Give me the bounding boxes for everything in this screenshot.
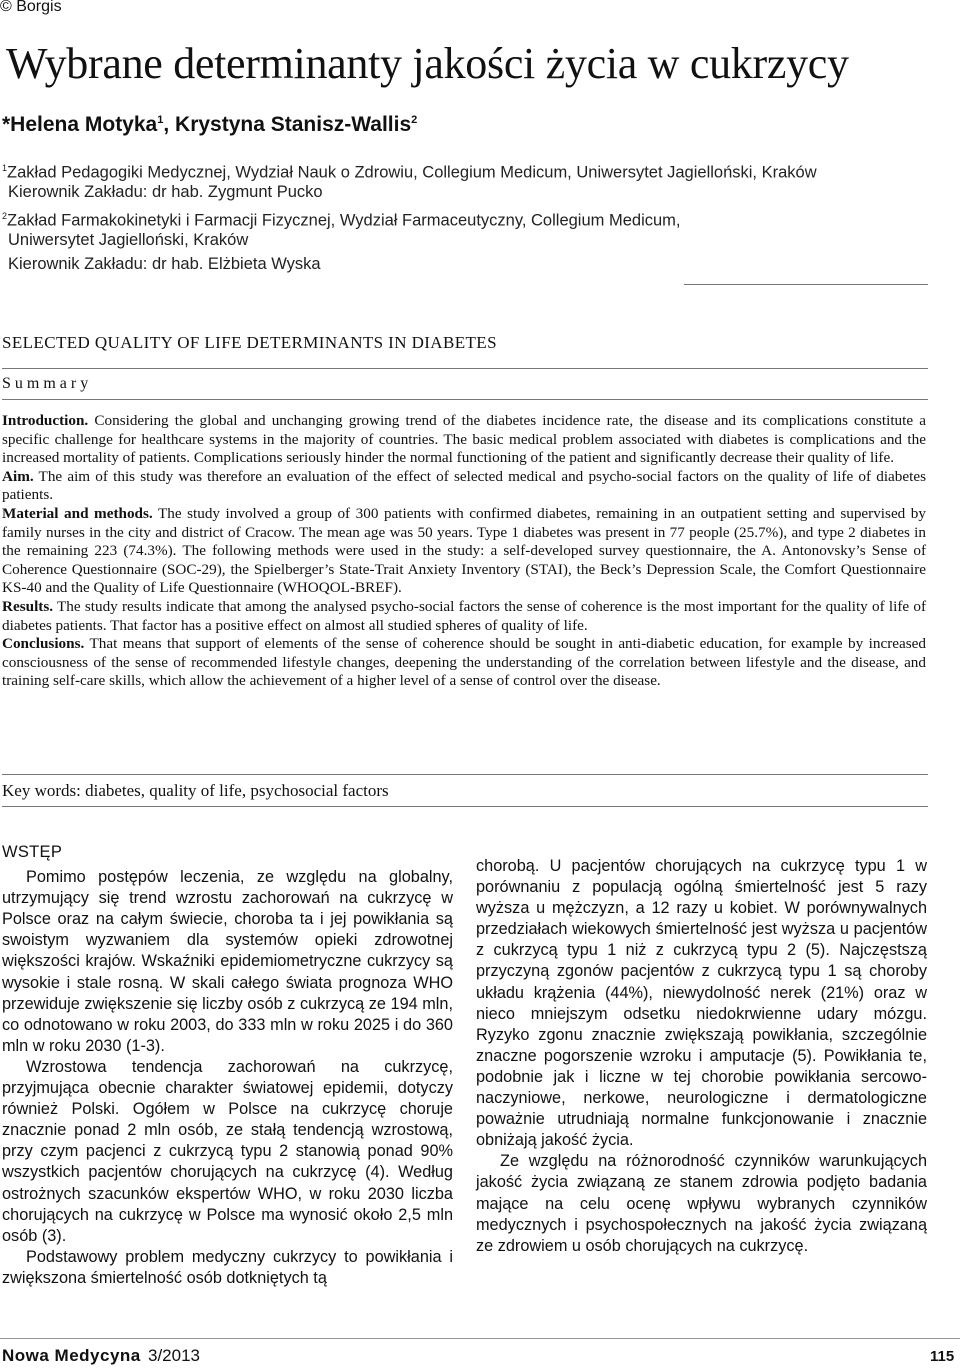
journal-name: Nowa Medycyna [2, 1346, 141, 1365]
body-paragraph: chorobą. U pacjentów chorujących na cukrzycę typu 1 w porównaniu z populacją ogólną śmiertelność jest 5 razy wyższa u mężczyzn, a 12 razy u kobiet. W porównywalnych przedziałach wiekowych śmiertelność jest wyższa u pacjentów z cukrzycą typu 1 niż z cukrzycą typu 2 (5). Najczęstszą przyczyną zgonów pacjentów z cukrzycą typu 1 są choroby układu krążenia (44%), niewydolność nerek (21%) oraz w nieco mniejszym odsetku niedokrwienne udary mózgu. Ryzyko zgonu znacznie zwiększają powikłania, szczególnie znaczne pogorszenie wzroku i amputacje (5). Powikłania te, podobnie jak i liczne w tej chorobie powikłania sercowo-naczyniowe, nerkowe, neurologiczne i dermatologiczne poważnie utrudniają normalne funkcjonowanie i znacznie obniżają jakość życia. [476, 857, 927, 1150]
abstract-label: Results. [2, 597, 54, 615]
author-affiliation-mark: 2 [411, 114, 418, 126]
divider-rule [2, 774, 928, 775]
author-affiliation-mark: 1 [157, 114, 164, 126]
body-paragraph: Wzrostowa tendencja zachorowań na cukrzycę, przyjmująca obecnie charakter światowej epidemii, dotyczy również Polski. Ogółem w Polsce na cukrzycę choruje znacznie ponad 2 mln osób, ze stałą tendencją wzrostową, przy czym pacjenci z cukrzycą typu 2 stanowią ponad 90% wszystkich pacjentów chorujących na cukrzycę (4). Według ostrożnych szacunków ekspertów WHO, w roku 2030 liczba chorujących na cukrzycę w Polsce ma wynosić około 2,5 mln osób (3). [2, 1057, 453, 1245]
abstract-conclusions [2, 635, 926, 691]
abstract-methods [2, 505, 926, 598]
abstract-introduction [2, 412, 926, 468]
body-paragraph: Pomimo postępów leczenia, ze względu na globalny, utrzymujący się trend wzrostu zachorowań na cukrzycę w Polsce oraz na całym świecie, choroba ta i jej powikłania są swoistym wyzwaniem dla systemów opieki zdrowotnej większości krajów. Wskaźniki epidemiometryczne cukrzycy są wysokie i stale rosną. W skali całego świata prognoza WHO przewiduje zwiększenie się liczby osób z cukrzycą ze 194 mln, co odnotowano w roku 2003, do 333 mln w roku 2025 i do 360 mln w roku 2030 (1-3). [2, 868, 453, 1055]
abstract-text: That means that support of elements of the sense of coherence should be sought in anti-diabetic education, for example by increased consciousness of the sense of recommended lifestyle changes, deepening the understanding of the correlation between lifestyle and the disease, and training self-care skills, which allow the achievement of a higher level of a sense of control over the disease. [2, 635, 926, 690]
abstract-label: Conclusions. [2, 635, 85, 653]
affiliation-head: Kierownik Zakładu: dr hab. Elżbieta Wyska [8, 255, 321, 273]
divider-rule [2, 806, 928, 807]
english-title: SELECTED QUALITY OF LIFE DETERMINANTS IN DIABETES [2, 333, 497, 352]
body-paragraph: Podstawowy problem medyczny cukrzycy to powikłania i zwiększona śmiertelność osób dotkniętych tą [2, 1247, 453, 1287]
page-number: 115 [930, 1348, 955, 1365]
copyright-notice: © Borgis [0, 0, 62, 15]
affiliation-mark: 2 [2, 211, 8, 221]
abstract-results [2, 598, 926, 635]
abstract-text: The study involved a group of 300 patients with confirmed diabetes, remaining in an outpatient setting and supervised by family nurses in the city and district of Cracow. The mean age was 50 years. Type 1 diabetes was present in 77 people (25.7%), and type 2 diabetes in the remaining 223 (74.3%). The following methods were used in the study: a self-developed survey questionnaire, the A. Antonovsky’s Sense of Coherence Questionnaire (SOC-29), the Spielberger’s State-Trait Anxiety Inventory (STAI), the Beck’s Depression Scale, the Comfort Questionnaire KS-40 and the Quality of Life Questionnaire (WHOQOL-BREF). [2, 504, 926, 597]
affiliation-head: Kierownik Zakładu: dr hab. Zygmunt Pucko [8, 183, 323, 201]
keywords: Key words: diabetes, quality of life, psychosocial factors [2, 781, 389, 800]
affiliation-line: Uniwersytet Jagielloński, Kraków [8, 231, 249, 249]
author-separator: , [163, 113, 176, 136]
divider-rule [2, 399, 928, 400]
footer-rule [0, 1338, 960, 1339]
author-name: *Helena Motyka [2, 113, 158, 136]
body-paragraph: Ze względu na różnorodność czynników warunkujących jakość życia związaną ze stanem zdrowia podjęto badania mające na celu ocenę wpływu wybranych czynników medycznych i psychospołecznych na jakość życia związaną ze zdrowiem u osób chorujących na cukrzycę. [476, 1152, 927, 1255]
article-title: Wybrane determinanty jakości życia w cukrzycy [6, 39, 849, 88]
abstract [2, 412, 926, 691]
abstract-label: Introduction. [2, 412, 89, 429]
author-name: Krystyna Stanisz-Wallis [175, 113, 412, 136]
journal-issue: 3/2013 [148, 1346, 200, 1365]
body-column-right [476, 856, 927, 1257]
affiliation-text: Zakład Farmakokinetyki i Farmacji Fizycznej, Wydział Farmaceutyczny, Collegium Medicum, [7, 211, 681, 230]
body-column-left [2, 842, 453, 1289]
author-list [2, 113, 417, 137]
abstract-text: Considering the global and unchanging growing trend of the diabetes incidence rate, the disease and its complications constitute a specific challenge for healthcare systems in the majority of countries. The basic medical problem associated with diabetes is complications and the increased mortality of patients. Complications seriously hinder the normal functioning of the patient and significantly decrease their quality of life. [2, 412, 926, 467]
section-heading: WSTĘP [2, 843, 63, 861]
summary-heading: Summary [2, 375, 93, 392]
divider-rule [684, 284, 928, 285]
affiliation-text: Zakład Pedagogiki Medycznej, Wydział Nauk o Zdrowiu, Collegium Medicum, Uniwersytet Jagielloński, Kraków [7, 163, 817, 182]
affiliation-mark: 1 [2, 163, 8, 173]
abstract-text: The aim of this study was therefore an evaluation of the effect of selected medical and psycho-social factors on the quality of life of diabetes patients. [2, 467, 926, 504]
abstract-text: The study results indicate that among the analysed psycho-social factors the sense of coherence is the most important for the quality of life of diabetes patients. That factor has a positive effect on almost all studied spheres of quality of life. [2, 597, 926, 634]
abstract-label: Material and methods. [2, 504, 153, 522]
abstract-label: Aim. [2, 467, 34, 485]
abstract-aim [2, 468, 926, 505]
divider-rule [2, 368, 928, 369]
